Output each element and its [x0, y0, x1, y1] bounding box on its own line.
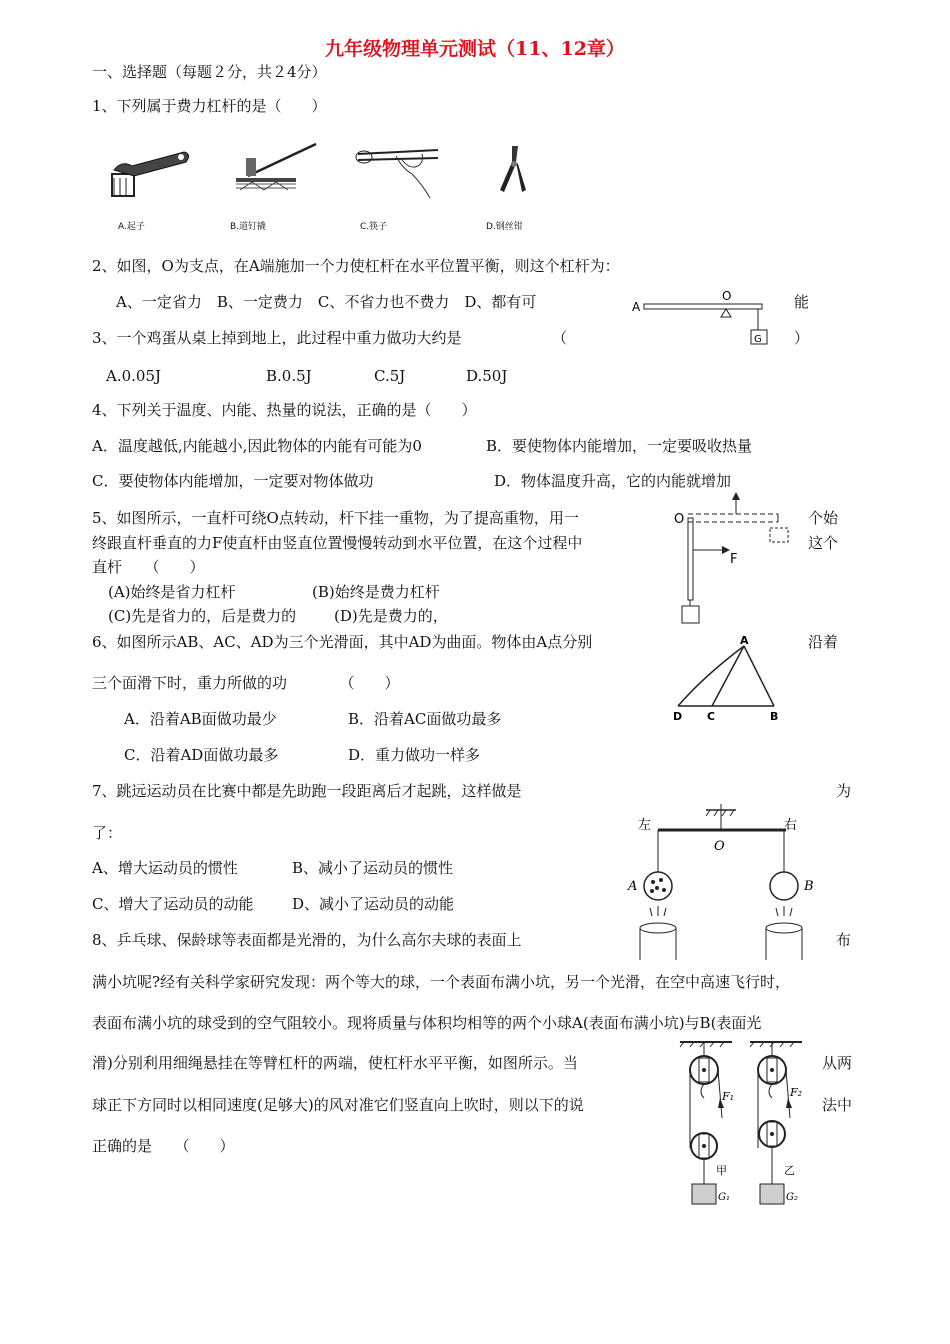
q8-line2: 满小坑呢?经有关科学家研究发现：两个等大的球，一个表面布满小坑，另一个光滑，在空中高速飞行时， — [92, 973, 791, 991]
incline-label-a: A — [740, 634, 749, 647]
q5-line3: 直杆 （ ） — [92, 558, 205, 576]
force-f2-label: F₂ — [790, 1086, 803, 1099]
q4-option-b: B．要使物体内能增加，一定要吸收热量 — [486, 437, 753, 455]
q7-option-d: D、减小了运动员的动能 — [292, 895, 455, 913]
q4-option-c: C．要使物体内能增加，一定要对物体做功 — [92, 472, 374, 490]
weight-g1-label: G₁ — [718, 1192, 730, 1203]
lever-label-a: A — [632, 300, 641, 314]
q5-line2: 终跟直杆垂直的力F使直杆由竖直位置慢慢转动到水平位置，在这个过程中 — [92, 534, 583, 552]
ball-a-label: A — [628, 879, 638, 894]
incline-label-d: D — [673, 710, 683, 723]
q7-option-a: A、增大运动员的惯性 — [92, 859, 238, 877]
q3-option-b: B.0.5J — [266, 367, 312, 385]
q6-line1: 6、如图所示AB、AC、AD为三个光滑面，其中AD为曲面。物体由A点分别 — [92, 633, 593, 651]
q2-options: A、一定省力 B、一定费力 C、不省力也不费力 D、都有可 — [116, 293, 537, 311]
q1-caption-a: A.起子 — [118, 222, 145, 232]
lever-label-g: G — [754, 334, 762, 345]
page-title: 九年级物理单元测试（11、12章） — [325, 38, 625, 60]
q8-line1: 8、乒乓球、保龄球等表面都是光滑的，为什么高尔夫球的表面上 — [92, 931, 522, 949]
lever-right-label: 右 — [784, 818, 798, 833]
q5-option-b: (B)始终是费力杠杆 — [312, 583, 440, 601]
q1-caption-c: C.筷子 — [360, 222, 388, 232]
q5-option-d: (D)先是费力的， — [334, 607, 448, 625]
q4-stem: 4、下列关于温度、内能、热量的说法，正确的是（ ） — [92, 401, 477, 419]
bottle-opener-image — [100, 140, 200, 202]
lever-left-label: 左 — [638, 818, 652, 833]
lever-figure — [630, 288, 770, 348]
incline-label-b: B — [770, 710, 779, 723]
force-f1-label: F₁ — [722, 1090, 735, 1103]
q8-line5-tail: 法中 — [822, 1096, 853, 1114]
q6-option-a: A．沿着AB面做功最少 — [124, 710, 277, 728]
incline-label-c: C — [707, 710, 716, 723]
pliers-image — [490, 140, 540, 202]
rotating-rod-figure — [670, 490, 800, 626]
rod-label-f: F — [730, 552, 738, 567]
weight-g2-label: G₂ — [786, 1192, 798, 1203]
q1-caption-d: D.钢丝钳 — [486, 222, 523, 232]
section-heading: 一、选择题（每题２分，共２4分） — [92, 63, 327, 81]
q8-line4: 滑)分别利用细绳悬挂在等臂杠杆的两端，使杠杆水平平衡，如图所示。当 — [92, 1054, 578, 1072]
q8-line1-tail: 布 — [836, 931, 852, 949]
q3-option-a: A.0.05J — [106, 367, 162, 385]
crowbar-image — [232, 140, 322, 202]
pulley-figure — [676, 1038, 816, 1210]
q8-line5: 球正下方同时以相同速度(足够大)的风对准它们竖直向上吹时，则以下的说 — [92, 1096, 584, 1114]
system-jia-label: 甲 — [716, 1164, 727, 1177]
q8-line6: 正确的是 （ ） — [92, 1137, 235, 1155]
q5-line1-tail: 个始 — [808, 509, 839, 527]
q5-line1: 5、如图所示，一直杆可绕O点转动，杆下挂一重物，为了提高重物，用一 — [92, 509, 579, 527]
q7-option-c: C、增大了运动员的动能 — [92, 895, 254, 913]
q6-line1-tail: 沿着 — [808, 633, 839, 651]
q6-option-c: C．沿着AD面做功最多 — [124, 746, 279, 764]
q7-line1-tail: 为 — [836, 782, 852, 800]
system-yi-label: 乙 — [784, 1164, 795, 1177]
q1-stem: 1、下列属于费力杠杆的是（ ） — [92, 97, 327, 115]
q6-option-d: D．重力做功一样多 — [348, 746, 481, 764]
q1-caption-b: B.道钉撬 — [230, 222, 267, 232]
q8-line4-tail: 从两 — [822, 1054, 853, 1072]
q4-option-d: D．物体温度升高，它的内能就增加 — [494, 472, 732, 490]
lever-label-o: O — [722, 289, 732, 303]
q2-options-tail: 能 — [794, 293, 810, 311]
balls-lever-figure — [628, 804, 820, 962]
q7-line2: 了： — [92, 824, 123, 842]
ball-b-label: B — [804, 879, 814, 894]
q5-option-c: (C)先是省力的，后是费力的 — [108, 607, 297, 625]
lever-pivot-label: O — [714, 839, 725, 854]
q3-option-c: C.5J — [374, 367, 406, 385]
q4-option-a: A．温度越低,内能越小,因此物体的内能有可能为0 — [92, 437, 422, 455]
rod-label-o: O — [674, 512, 685, 527]
q5-line2-tail: 这个 — [808, 534, 839, 552]
q2-stem: 2、如图，O为支点，在A端施加一个力使杠杆在水平位置平衡，则这个杠杆为： — [92, 257, 620, 275]
q7-option-b: B、减小了运动员的惯性 — [292, 859, 454, 877]
incline-figure — [668, 636, 788, 726]
q3-paren-right: ） — [794, 329, 810, 347]
q3-option-d: D.50J — [466, 367, 508, 385]
q3-stem: 3、一个鸡蛋从桌上掉到地上，此过程中重力做功大约是 — [92, 329, 462, 347]
q6-line2: 三个面滑下时，重力所做的功 （ ） — [92, 674, 400, 692]
q3-paren-left: （ — [552, 329, 568, 347]
q5-option-a: (A)始终是省力杠杆 — [108, 583, 236, 601]
chopsticks-image — [352, 140, 442, 202]
q8-line3: 表面布满小坑的球受到的空气阻较小。现将质量与体积均相等的两个小球A(表面布满小坑)与B(表面光 — [92, 1014, 762, 1032]
q7-line1: 7、跳远运动员在比赛中都是先助跑一段距离后才起跳，这样做是 — [92, 782, 522, 800]
q6-option-b: B．沿着AC面做功最多 — [348, 710, 502, 728]
